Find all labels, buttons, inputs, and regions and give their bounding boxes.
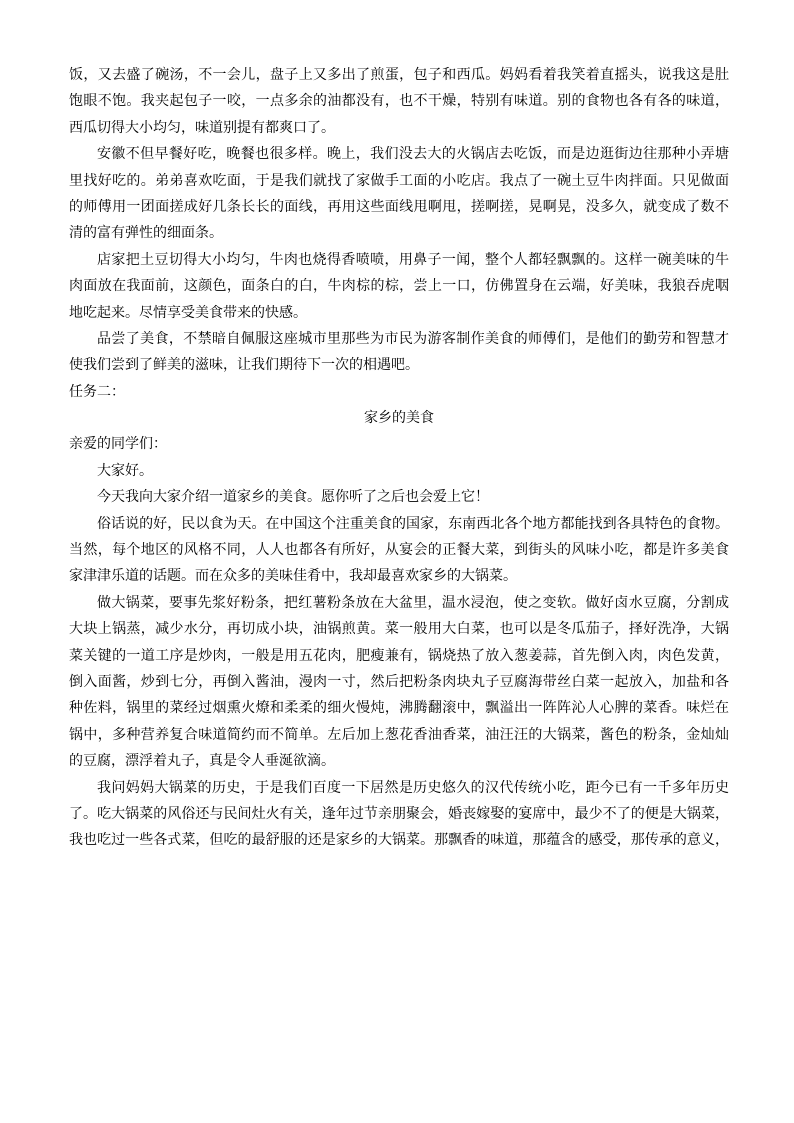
document-body	[69, 62, 729, 854]
text-line: 倒入面酱，炒到七分，再倒入酱油，漫肉一寸，然后把粉条肉块丸子豆腐海带丝白菜一起放入，加盐和各	[69, 673, 729, 690]
text-line: 地吃起来。尽情享受美食带来的快感。	[69, 304, 307, 321]
text-line: 亲爱的同学们：	[69, 436, 167, 453]
text-line: 做大锅菜，要事先浆好粉条，把红薯粉条放在大盆里，温水浸泡，使之变软。做好卤水豆腐，分割成	[97, 594, 729, 611]
text-line: 店家把土豆切得大小均匀，牛肉也烧得香喷喷，用鼻子一闻，整个人都轻飘飘的。这样一碗美味的牛	[97, 251, 729, 268]
text-line: 的师傅用一团面搓成好几条长长的面线，再用这些面线甩啊甩，搓啊搓，晃啊晃，没多久，就变成了数不	[69, 198, 729, 215]
text-line: 了。吃大锅菜的风俗还与民间灶火有关，逢年过节亲朋聚会，婚丧嫁娶的宴席中，最少不了的便是大锅菜，	[69, 805, 729, 822]
text-line: 菜关键的一道工序是炒肉，一般是用五花肉，肥瘦兼有，锅烧热了放入葱姜蒜，首先倒入肉，肉色发黄，	[69, 647, 729, 664]
text-line: 锅中，多种营养复合味道简约而不简单。左后加上葱花香油香菜，油汪汪的大锅菜，酱色的粉条，金灿灿	[69, 726, 729, 743]
text-line: 种佐料，锅里的菜经过烟熏火燎和柔柔的细火慢炖，沸腾翻滚中，飘溢出一阵阵沁人心脾的菜香。味烂在	[69, 700, 729, 717]
text-line: 大家好。	[97, 462, 153, 479]
text-line: 我也吃过一些各式菜，但吃的最舒服的还是家乡的大锅菜。那飘香的味道，那蕴含的感受，那传承的意义，	[69, 832, 729, 849]
text-line: 肉面放在我面前，这颜色，面条白的白，牛肉棕的棕，尝上一口，仿佛置身在云端，好美味，我狼吞虎咽	[69, 278, 729, 295]
text-line: 家津津乐道的话题。而在众多的美味佳肴中，我却最喜欢家乡的大锅菜。	[69, 568, 517, 585]
text-line: 今天我向大家介绍一道家乡的美食。愿你听了之后也会爱上它！	[97, 489, 489, 506]
text-line: 俗话说的好，民以食为天。在中国这个注重美食的国家，东南西北各个地方都能找到各具特色的食物。	[97, 515, 729, 532]
text-line: 清的富有弹性的细面条。	[69, 225, 223, 242]
text-line: 使我们尝到了鲜美的滋味，让我们期待下一次的相遇吧。	[69, 357, 419, 374]
text-line: 里找好吃的。弟弟喜欢吃面，于是我们就找了家做手工面的小吃店。我点了一碗土豆牛肉拌面。只见做面	[69, 172, 729, 189]
document-heading: 家乡的美食	[364, 410, 434, 427]
text-line: 大块上锅蒸，减少水分，再切成小块，油锅煎黄。菜一般用大白菜，也可以是冬瓜茄子，择好洗净，大锅	[69, 621, 729, 638]
text-line: 任务二：	[69, 383, 125, 400]
text-line: 当然，每个地区的风格不同，人人也都各有所好，从宴会的正餐大菜，到街头的风味小吃，都是许多美食	[69, 542, 729, 559]
text-line: 安徽不但早餐好吃，晚餐也很多样。晚上，我们没去大的火锅店去吃饭，而是边逛街边往那种小弄塘	[97, 146, 729, 163]
text-line: 饭，又去盛了碗汤，不一会儿，盘子上又多出了煎蛋，包子和西瓜。妈妈看着我笑着直摇头，说我这是肚	[69, 67, 729, 83]
text-line: 的豆腐，漂浮着丸子，真是令人垂涎欲滴。	[69, 753, 335, 770]
text-line: 品尝了美食，不禁暗自佩服这座城市里那些为市民为游客制作美食的师傅们，是他们的勤劳和智慧才	[97, 330, 729, 347]
text-line: 西瓜切得大小均匀，味道别提有都爽口了。	[69, 119, 335, 136]
text-line: 饱眼不饱。我夹起包子一咬，一点多余的油都没有，也不干燥，特别有味道。别的食物也各有各的味道，	[69, 93, 729, 110]
text-line: 我问妈妈大锅菜的历史，于是我们百度一下居然是历史悠久的汉代传统小吃，距今已有一千多年历史	[97, 779, 729, 796]
